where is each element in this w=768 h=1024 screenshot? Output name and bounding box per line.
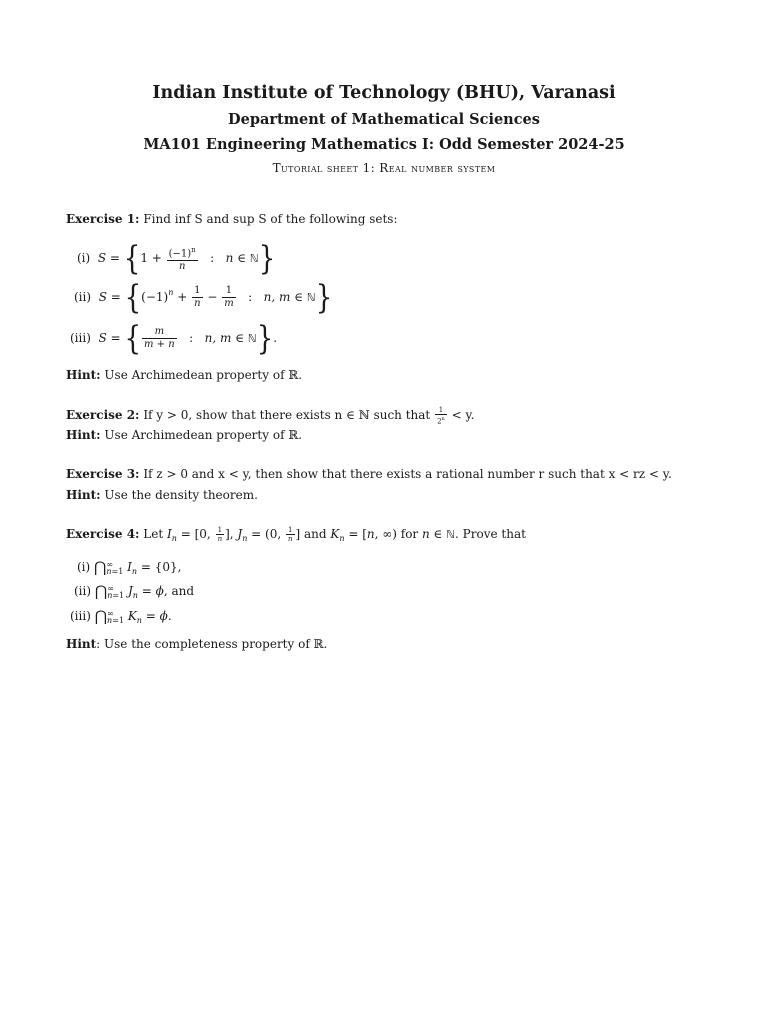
exercise-4-item-2: (ii) ⋂∞ n=1 $J_n = \phi$, and [74,582,195,600]
exercise-2-hint [66,428,302,442]
exercise-4-item-1: (i) ⋂∞ n=1 $I_n = \{0\}$, [77,558,182,576]
exercise-4-item-3: (iii) ⋂∞ n=1 $K_n = \phi$. [70,607,172,625]
item-number: (ii) [74,290,92,304]
hint-label: Hint: [66,488,101,502]
item-number: (i) [77,560,91,574]
exercise-3-hint [66,488,258,502]
exercise-1-item-3: (iii) S = { $\frac{m}{m + n}$ : n, m ∈ ℕ}. [70,319,278,358]
exercise-4-statement: Exercise 4: Let $I_n = [0$, $\frac{1}{n}$ ], $J_n = (0$, $\frac{1}{n}$ ] and $K_n = [n$, ∞) for n ∈ ℕ. Prove that [66,526,526,543]
exercise-4-hint [66,637,327,651]
hint-label: Hint [66,637,97,651]
item-number: (iii) [70,609,91,623]
hint-text: : Use the completeness property of ℝ. [96,637,328,651]
hint-text: Use Archimedean property of ℝ. [104,428,303,442]
exercise-1-statement [66,212,398,226]
hint-label: Hint: [66,428,101,442]
exercise-3-label: Exercise 3: [66,467,140,481]
exercise-1-label: Exercise 1: [66,212,140,226]
document-header [0,80,768,177]
item-number: (i) [77,251,91,266]
sheet-title: Tutorial sheet 1: Real number system [272,161,496,175]
item-number: (ii) [74,584,92,598]
exercise-2-label: Exercise 2: [66,408,140,423]
exercise-3-statement [66,467,672,481]
exercise-1-hint [66,368,302,382]
exercise-2-text-b: < y. [451,408,475,423]
exercise-1-item-2: (ii) $S = \{(-1)^n$ + $\frac{1}{n}$ − $\frac{1}{m}$ : n, m ∈ ℕ} [74,278,333,317]
exercise-2-statement: Exercise 2: If y > 0, show that there exists n ∈ ℕ such that $\frac{1}{2^n}$ < y. [66,406,475,426]
exercise-2-text-a: If y > 0, show that there exists n ∈ ℕ such that [143,408,431,423]
item-number: (iii) [70,331,91,345]
hint-text: Use the density theorem. [104,488,258,502]
exercise-3-text: If z > 0 and x < y, then show that there exists a rational number r such that x < rz < y. [143,467,672,481]
institute-title: Indian Institute of Technology (BHU), Varanasi [152,83,616,103]
department-title: Department of Mathematical Sciences [228,111,540,128]
hint-text: Use Archimedean property of ℝ. [104,368,303,382]
hint-label: Hint: [66,368,101,382]
exercise-4-label: Exercise 4: [66,527,140,541]
exercise-1-item-1: (i) S = {1 + $\frac{(-1)^n}{n}$ : n ∈ ℕ} [77,239,276,278]
exercise-1-text: Find inf S and sup S of the following sets: [143,212,398,226]
course-title: MA101 Engineering Mathematics I: Odd Semester 2024-25 [143,136,625,153]
